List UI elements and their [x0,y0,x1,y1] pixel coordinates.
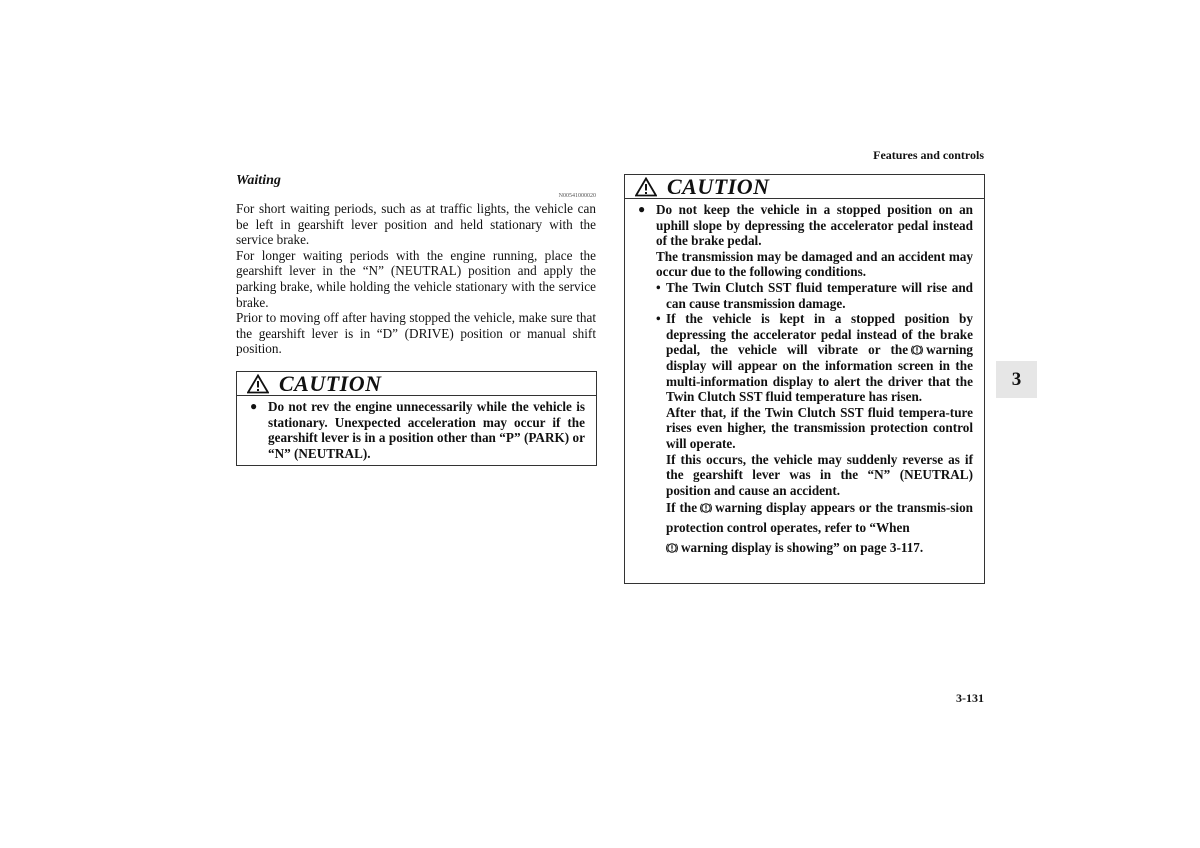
caution-reverse: If this occurs, the vehicle may suddenly reverse as if the gearshift lever was in the “N” (NEUTRAL) position and cause an accident. [666,451,973,498]
bullet-icon: ● [638,202,646,216]
caution-body [237,396,596,461]
refer-text: warning display is showing” on page 3-117. [681,540,924,556]
sub-bullet-icon: • [656,311,661,327]
page-number: 3-131 [956,691,984,705]
bullet-icon: ● [250,399,258,413]
chapter-tab: 3 [996,361,1037,398]
caution-header [625,175,984,199]
caution-heading: CAUTION [279,370,382,396]
warning-triangle-icon [635,177,657,197]
caution-content [656,202,973,558]
paragraph-long-wait: For longer waiting periods with the engine running, place the gearshift lever in the “N” (NEUTRAL) position and apply the parking brake, while holding the vehicle stationary with the service brake. [236,247,596,310]
document-code: N00541000020 [558,193,596,199]
transmission-warning-icon [666,542,678,554]
sub-item-vibrate [666,311,973,405]
caution-body [625,199,984,558]
paragraph-short-wait: For short waiting periods, such as at traffic lights, the vehicle can be left in gearshift lever position and held stationary with the service brake. [236,201,596,248]
caution-box-uphill-slope [624,174,985,584]
caution-heading: CAUTION [667,173,770,199]
caution-text: Do not rev the engine unnecessarily while the vehicle is stationary. Unexpected acceleration may occur if the gearshift lever is in a position other than “P” (PARK) or “N” (NEUTRAL). [268,399,585,461]
transmission-warning-icon [911,344,923,356]
section-title: Waiting [236,173,281,188]
left-column [236,172,596,357]
sub-list-item [656,311,973,405]
sub-item-text: warning display will appear on the information screen in the multi-information display to alert the driver that the Twin Clutch SST fluid temperature has risen. [666,342,973,405]
paragraph-moving-off: Prior to moving off after having stopped the vehicle, make sure that the gearshift lever is in “D” (DRIVE) position or manual shift position. [236,310,596,357]
caution-box-rev-engine [236,371,597,466]
sub-list-item [656,280,973,311]
list-item [250,399,585,461]
caution-refer [656,498,973,558]
section-header: Features and controls [873,148,984,162]
caution-intro: Do not keep the vehicle in a stopped position on an uphill slope by depressing the accelerator pedal instead of the brake pedal. [656,202,973,249]
caution-header [237,372,596,396]
sub-bullet-icon: • [656,279,661,295]
caution-after: After that, if the Twin Clutch SST fluid tempera-ture rises even higher, the transmission protection control will operate. [666,404,973,451]
sub-item-text: If the vehicle is kept in a stopped position by depressing the accelerator pedal instead of the brake pedal, the vehicle will vibrate or the [666,311,973,358]
list-item [638,202,973,558]
refer-text: If the [666,500,698,516]
sub-item-fluid-temp: The Twin Clutch SST fluid temperature will rise and can cause transmission damage. [666,279,973,311]
refer-text: warning display appears or the transmis-sion protection control operates, refer to “When [666,500,973,536]
warning-triangle-icon [247,374,269,394]
caution-consequence: The transmission may be damaged and an accident may occur due to the following conditions. [656,248,973,280]
transmission-warning-icon [700,502,712,514]
